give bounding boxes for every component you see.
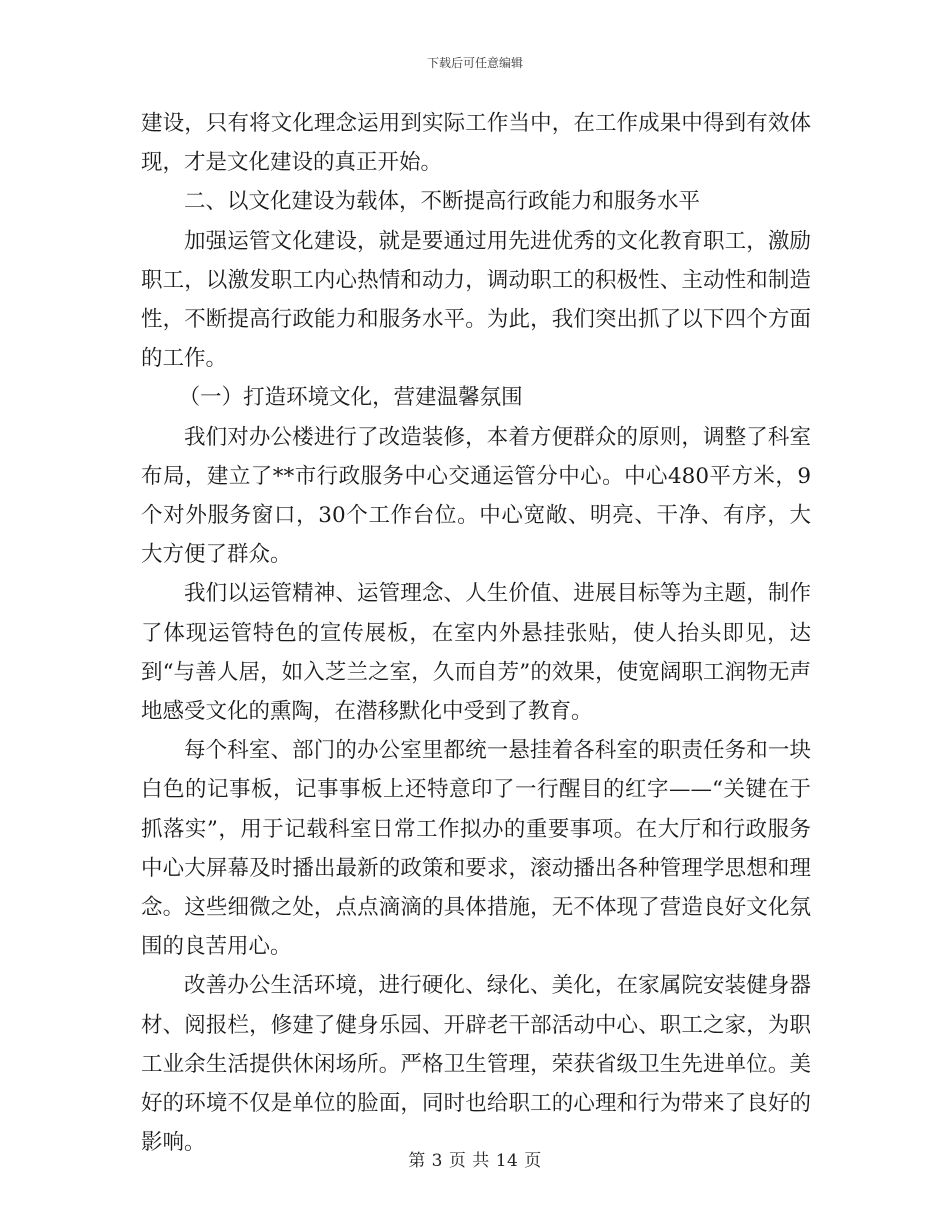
subsection-heading: （一）打造环境文化，营建温馨氛围	[178, 385, 523, 411]
paragraph: 我们对办公楼进行了改造装修，本着方便群众的原则，调整了科室布局，建立了**市行政服务中心交通运管分中心。中心480平方米，9个对外服务窗口，30个工作台位。中心宽敞、明亮、干净、有序，大大方便了群众。	[141, 424, 811, 568]
document-body	[141, 104, 811, 1162]
section-heading: 二、以文化建设为载体，不断提高行政能力和服务水平	[184, 189, 701, 215]
paragraph-continuation: 建设，只有将文化理念运用到实际工作当中，在工作成果中得到有效体现，才是文化建设的真正开始。	[141, 111, 811, 176]
paragraph: 加强运管文化建设，就是要通过用先进优秀的文化教育职工，激励职工，以激发职工内心热情和动力，调动职工的积极性、主动性和制造性，不断提高行政能力和服务水平。为此，我们突出抓了以下四个方面的工作。	[141, 228, 811, 372]
page-header: 下载后可任意编辑	[426, 56, 523, 70]
paragraph: 改善办公生活环境，进行硬化、绿化、美化，在家属院安装健身器材、阅报栏，修建了健身乐园、开辟老干部活动中心、职工之家，为职工业余生活提供休闲场所。严格卫生管理，荣获省级卫生先进单位。美好的环境不仅是单位的脸面，同时也给职工的心理和行为带来了良好的影响。	[141, 973, 811, 1156]
paragraph: 每个科室、部门的办公室里都统一悬挂着各科室的职责任务和一块白色的记事板，记事事板上还特意印了一行醒目的红字——“关键在于抓落实”，用于记载科室日常工作拟办的重要事项。在大厅和行政服务中心大屏幕及时播出最新的政策和要求，滚动播出各种管理学思想和理念。这些细微之处，点点滴滴的具体措施，无不体现了营造良好文化氛围的良苦用心。	[141, 738, 811, 960]
paragraph: 我们以运管精神、运管理念、人生价值、进展目标等为主题，制作了体现运管特色的宣传展板，在室内外悬挂张贴，使人抬头即见，达到“与善人居，如入芝兰之室，久而自芳”的效果，使宽阔职工润物无声地感受文化的熏陶，在潜移默化中受到了教育。	[141, 581, 811, 725]
page-number: 第 3 页 共 14 页	[408, 1151, 542, 1171]
